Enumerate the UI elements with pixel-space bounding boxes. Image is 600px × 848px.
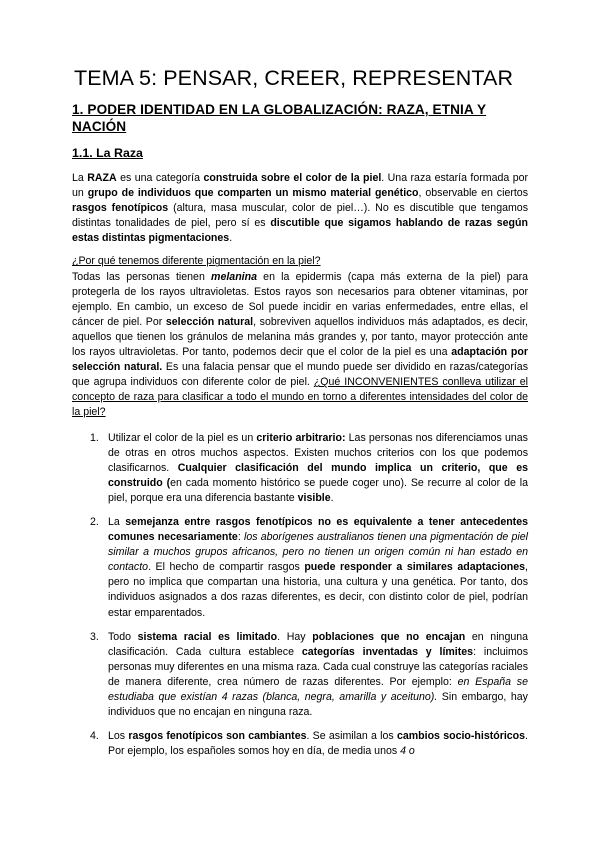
list-item: 2. La semejanza entre rasgos fenotípicos no es equivalente a tener antecedentes comunes necesariamente: los aborígenes australianos tienen una pigmentación de piel similar a muchos grupos africanos, pero no tienen un origen común ni han estado en contacto. El hecho de compartir rasgos puede responder a similares adaptaciones, pero no implica que compartan una historia, una cultura y una genética. Por tanto, dos individuos asignados a dos razas diferentes, es decir, con distinto color de piel, podrían estar emparentados. [90,515,529,619]
question-line: ¿Por qué tenemos diferente pigmentación en la piel? [72,255,321,268]
list-item: 3. Todo sistema racial es limitado. Hay poblaciones que no encajan en ninguna clasificación. Cada cultura establece categorías inventadas y límites: incluimos personas muy diferentes en una misma raza. Cada cual construye las categorías raciales de manera diferente, crea número de razas diferentes. Por ejemplo: en España se estudiaba que existían 4 razas (blanca, negra, amarilla y aceituno). Sin embargo, hay individuos que no encajan en ninguna raza. [90,630,529,719]
section-heading: 1. PODER IDENTIDAD EN LA GLOBALIZACIÓN: RAZA, ETNIA Y NACIÓN [72,102,487,134]
subsection-heading: 1.1. La Raza [72,146,143,160]
list-item: 1. Utilizar el color de la piel es un criterio arbitrario: Las personas nos diferenciamos unas de otras en otros muchos aspectos. Existen muchos criterios con los que podemos clasificarnos. Cualquier clasificación del mundo implica un criterio, que es construido (en cada momento histórico se puede coger uno). Se recurre al color de la piel, porque era una diferencia bastante visible. [90,431,528,504]
intro-paragraph: La RAZA es una categoría construida sobre el color de la piel. Una raza estaría formada por un grupo de individuos que comparten un mismo material genético, observable en ciertos rasgos fenotípicos (altura, masa muscular, color de piel…). No es discutible que tengamos distintas tonalidades de piel, pero sí es discutible que sigamos hablando de razas según estas distintas pigmentaciones. [72,172,529,245]
inconvenientes-list [72,431,528,760]
list-item: 4. Los rasgos fenotípicos son cambiantes. Se asimilan a los cambios socio-históricos. Por ejemplo, los españoles somos hoy en día, de media unos 4 o [90,730,528,758]
pigmentation-paragraph: Todas las personas tienen melanina en la epidermis (capa más externa de la piel) para protegerla de los rayos ultravioletas. Estos rayos son necesarios para obtener vitaminas, por ejemplo. En cambio, un exceso de Sol puede incidir en varias enfermedades, entre ellas, el cáncer de piel. Por selección natural, sobreviven aquellos individuos más adaptados, es decir, aquellos que tienen los gránulos de melanina más grandes y, por tanto, mayor protección ante los rayos ultravioletas. Por tanto, podemos decir que el color de la piel es una adaptación por selección natural. Es una falacia pensar que el mundo puede ser dividido en razas/categorías que agrupa individuos con diferente color de piel. ¿Qué INCONVENIENTES conlleva utilizar el concepto de raza para clasificar a todo el mundo en torno a diferentes intensidades del color de la piel? [72,270,529,419]
page-title: TEMA 5: PENSAR, CREER, REPRESENTAR [74,66,514,90]
